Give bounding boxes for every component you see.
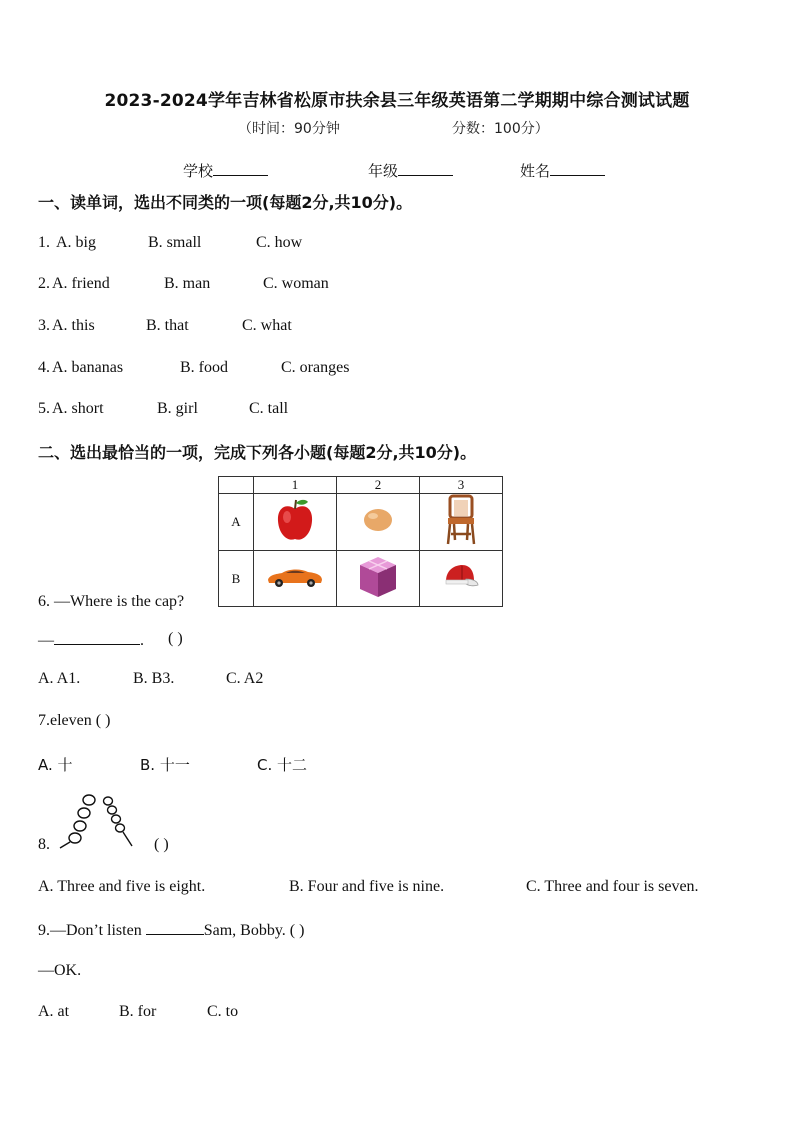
q3-option-b: B. that [146,317,189,334]
q9-reply: —OK. [38,962,82,979]
q4-number: 4. [38,359,50,376]
q6-answer-line [38,630,144,650]
q9-option-a: A. at [38,1003,70,1020]
q9-option-c: C. to [207,1003,239,1020]
q7-option-c: C. 十二 [257,756,308,774]
q3-number: 3. [38,317,50,334]
q1-option-a: A. big [56,234,96,251]
grid-row-label-a: A [219,494,254,551]
q1-number: 1. [38,234,50,251]
q4-option-a: A. bananas [52,359,124,376]
exam-score: 分数：100分） [452,121,549,137]
q2-option-c: C. woman [263,275,329,292]
q6-paren: ( ) [168,630,183,647]
q9-stem [38,920,304,940]
grid-row-b [219,551,503,607]
name-label: 姓名 [520,162,551,180]
q6-stem: 6. —Where is the cap? [38,593,185,610]
name-field [520,160,605,181]
section-1-heading: 一、读单词，选出不同类的一项(每题2分,共10分)。 [38,193,413,212]
grid-cell-b3 [420,551,503,607]
q5-number: 5. [38,400,50,417]
cap-icon [442,563,480,591]
grid-col-2: 2 [337,477,420,494]
school-label: 学校 [183,162,214,180]
q3-option-c: C. what [242,317,292,334]
grid-cell-a2 [337,494,420,551]
q7-stem: 7.eleven ( ) [38,712,111,729]
q2-option-a: A. friend [52,275,110,292]
skewers-icon [56,792,138,852]
q3-option-a: A. this [52,317,95,334]
grid-col-3: 3 [420,477,503,494]
school-blank [213,161,268,176]
q4-option-c: C. oranges [281,359,350,376]
picture-grid [218,476,503,607]
q8-option-a: A. Three and five is eight. [38,878,206,895]
q9-blank [146,920,204,935]
grid-corner [219,477,254,494]
grade-label: 年级 [368,162,399,180]
q1-option-c: C. how [256,234,303,251]
q8-option-b: B. Four and five is nine. [289,878,445,895]
page-title: 2023-2024学年吉林省松原市扶余县三年级英语第二学期期中综合测试试题 [104,91,690,111]
q8-number: 8. [38,836,50,853]
name-blank [550,161,605,176]
apple-icon [275,497,315,543]
q9-option-b: B. for [119,1003,157,1020]
q4-option-b: B. food [180,359,228,376]
q7-option-a: A. 十 [38,756,73,774]
grid-header-row [219,477,503,494]
grid-cell-a3 [420,494,503,551]
q6-period: . [140,632,144,649]
gift-box-icon [358,555,398,599]
grade-blank [398,161,453,176]
q7-option-b: B. 十一 [140,756,190,774]
q6-option-a: A. A1. [38,670,81,687]
grid-cell-b2 [337,551,420,607]
q9-stem-start: 9.—Don’t listen [38,922,142,939]
q6-option-b: B. B3. [133,670,175,687]
egg-icon [362,507,394,533]
q5-option-c: C. tall [249,400,289,417]
q6-option-c: C. A2 [226,670,264,687]
chair-icon [445,494,477,546]
q2-option-b: B. man [164,275,211,292]
car-icon [266,566,324,588]
grid-cell-b1 [254,551,337,607]
q5-option-b: B. girl [157,400,198,417]
q2-number: 2. [38,275,50,292]
grid-row-a [219,494,503,551]
school-field [183,160,268,181]
q5-option-a: A. short [52,400,104,417]
section-2-heading: 二、选出最恰当的一项，完成下列各小题(每题2分,共10分)。 [38,443,477,462]
q8-paren: ( ) [154,836,169,853]
grade-field [368,160,453,181]
q6-blank [54,630,140,645]
grid-cell-a1 [254,494,337,551]
grid-col-1: 1 [254,477,337,494]
exam-time: （时间：90分钟 [238,121,340,137]
q8-option-c: C. Three and four is seven. [526,878,699,895]
q9-stem-end: Sam, Bobby. ( ) [203,922,305,939]
q6-dash: — [38,632,54,649]
q1-option-b: B. small [148,234,202,251]
grid-row-label-b: B [219,551,254,607]
